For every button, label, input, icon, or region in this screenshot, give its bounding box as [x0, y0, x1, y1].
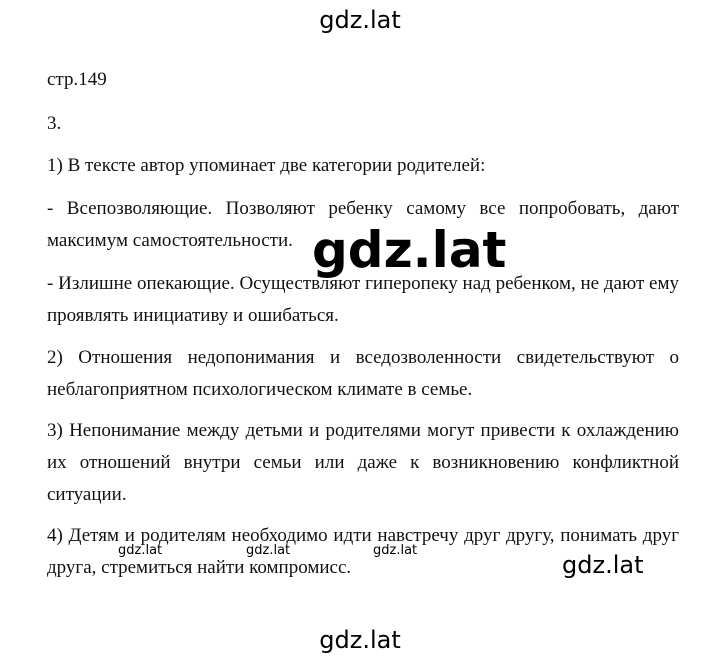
watermark-top: gdz.lat — [319, 6, 401, 34]
watermark-bottom: gdz.lat — [319, 626, 401, 654]
task-number: 3. — [47, 113, 62, 134]
watermark-center: gdz.lat — [312, 221, 507, 279]
watermark-small-2: gdz.lat — [246, 543, 291, 558]
answer-paragraph-3: - Излишне опекающие. Осуществляют гиперопеку над ребенком, не дают ему проявлять инициативу и ошибаться. — [47, 273, 679, 326]
answer-paragraph-4: 2) Отношения недопонимания и вседозволенности свидетельствуют о неблагоприятном психологическом климате в семье. — [47, 347, 679, 400]
answer-paragraph-2: - Всепозволяющие. Позволяют ребенку самому все попробовать, дают максимум самостоятельности. — [47, 198, 679, 251]
answer-paragraph-6: 4) Детям и родителям необходимо идти навстречу друг другу, понимать друг друга, стремиться найти компромисс. — [47, 525, 679, 578]
answer-paragraph-1: 1) В тексте автор упоминает две категории родителей: — [47, 155, 486, 176]
watermark-right: gdz.lat — [562, 551, 644, 579]
watermark-small-3: gdz.lat — [373, 543, 418, 558]
watermark-small-1: gdz.lat — [118, 543, 163, 558]
answer-paragraph-5: 3) Непонимание между детьми и родителями могут привести к охлаждению их отношений внутри семьи или даже к возникновению конфликтной ситуации. — [47, 420, 679, 505]
page-reference: стр.149 — [47, 69, 107, 90]
